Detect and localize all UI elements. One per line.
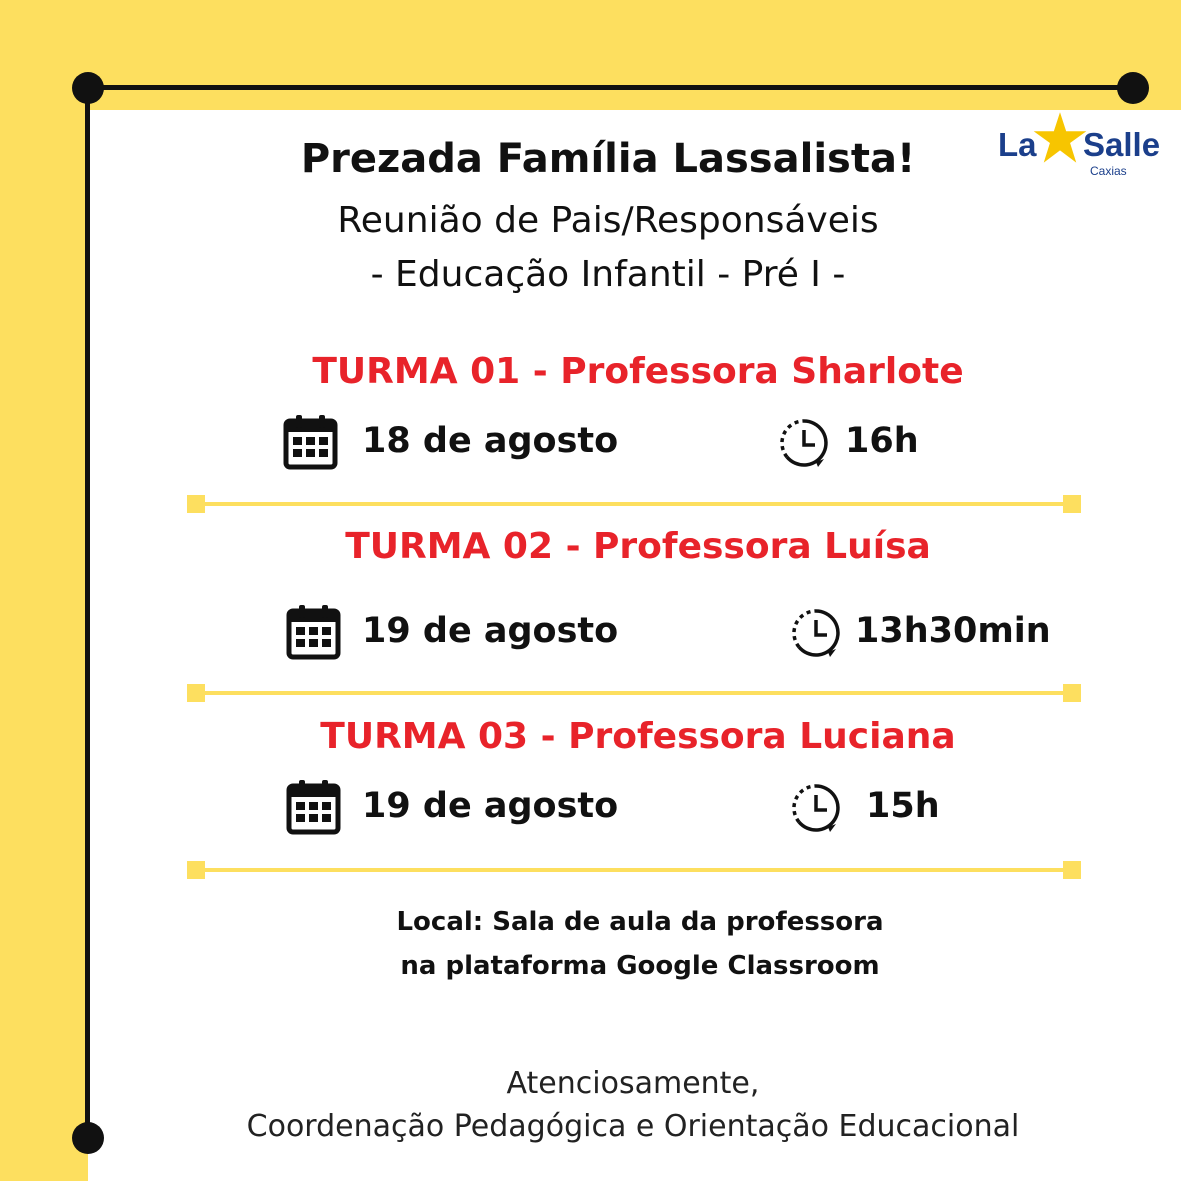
- yellow-background-left: [0, 0, 88, 1181]
- turma-3-title: TURMA 03 - Professora Luciana: [320, 716, 956, 757]
- divider-2: [196, 691, 1072, 695]
- calendar-icon: [283, 414, 338, 470]
- subtitle-line-1: Reunião de Pais/Responsáveis: [337, 200, 879, 241]
- frame-line-top: [88, 85, 1134, 90]
- page-title: Prezada Família Lassalista!: [300, 136, 916, 182]
- turma-1-title: TURMA 01 - Professora Sharlote: [312, 351, 964, 392]
- frame-dot-top-left: [72, 72, 104, 104]
- calendar-icon: [286, 604, 341, 660]
- logo-text-la: La: [998, 126, 1037, 163]
- divider-2-right-square: [1063, 684, 1081, 702]
- turma-1-date: 18 de agosto: [362, 421, 619, 461]
- divider-3: [196, 868, 1072, 872]
- calendar-icon: [286, 779, 341, 835]
- closing-signature: [88, 1062, 1178, 1148]
- turma-3-time: 15h: [866, 786, 940, 826]
- frame-dot-top-right: [1117, 72, 1149, 104]
- turma-1-time: 16h: [845, 421, 919, 461]
- closing-line-2: Coordenação Pedagógica e Orientação Educacional: [246, 1109, 1020, 1144]
- frame-line-left: [85, 88, 90, 1138]
- logo-text-caxias: Caxias: [1090, 164, 1127, 178]
- local-info: [340, 900, 940, 988]
- closing-line-1: Atenciosamente,: [506, 1066, 760, 1101]
- turma-2-time: 13h30min: [855, 611, 1051, 651]
- local-line-2: na plataforma Google Classroom: [400, 951, 880, 981]
- clock-icon: [790, 607, 842, 659]
- turma-3-date: 19 de agosto: [362, 786, 619, 826]
- clock-icon: [790, 782, 842, 834]
- turma-2-title: TURMA 02 - Professora Luísa: [345, 526, 931, 567]
- divider-3-left-square: [187, 861, 205, 879]
- divider-2-left-square: [187, 684, 205, 702]
- local-line-1: Local: Sala de aula da professora: [396, 907, 884, 937]
- divider-3-right-square: [1063, 861, 1081, 879]
- divider-1-left-square: [187, 495, 205, 513]
- subtitle-line-2: - Educação Infantil - Pré I -: [370, 254, 846, 295]
- turma-2-date: 19 de agosto: [362, 611, 619, 651]
- divider-1-right-square: [1063, 495, 1081, 513]
- clock-icon: [778, 417, 830, 469]
- logo-text-salle: Salle: [1083, 126, 1161, 163]
- yellow-background-top: [0, 0, 1181, 110]
- divider-1: [196, 502, 1072, 506]
